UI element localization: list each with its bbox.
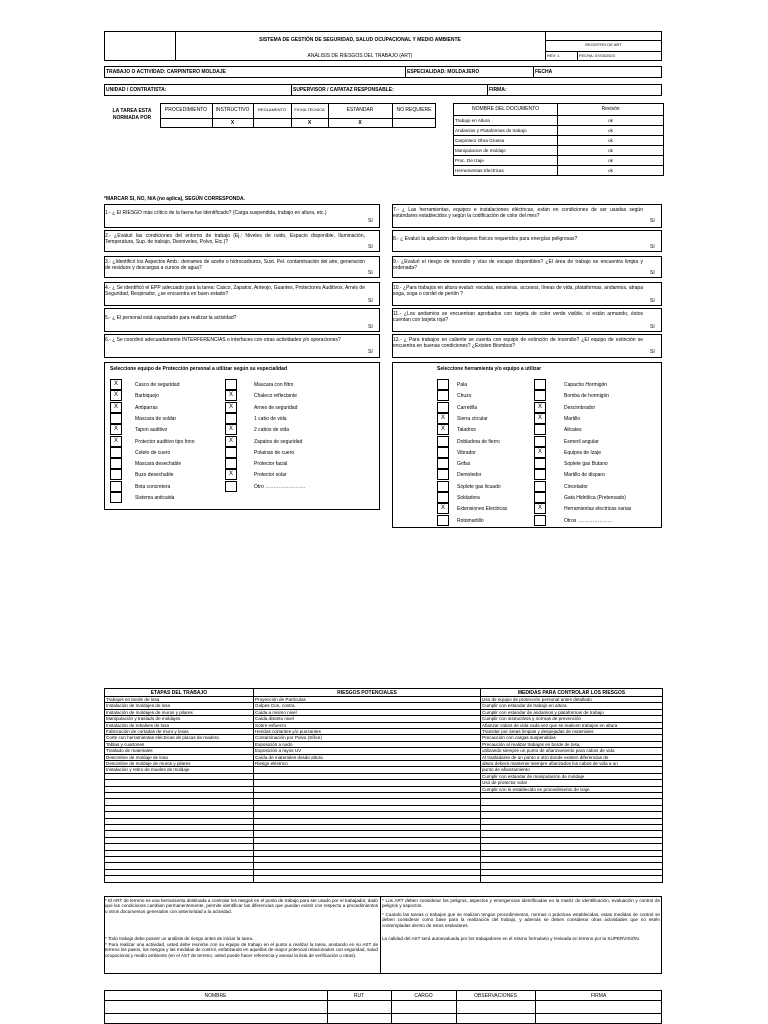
checkbox[interactable] bbox=[437, 492, 449, 503]
risk-cell-medidas: Transitar por áreas limpias y despejadas de materiales bbox=[481, 729, 663, 735]
checkbox[interactable]: X bbox=[225, 402, 237, 413]
fecha-label: FECHA: 07/03/2023 bbox=[579, 53, 615, 58]
risk-cell-riesgos: Proyección de Partículas bbox=[254, 697, 481, 703]
epp-title: Seleccione equipo de Protección personal a utilizar según su especialidad bbox=[110, 366, 287, 372]
risk-cell-medidas: Cumplir con estandar de trabajo en altura bbox=[481, 703, 663, 709]
risk-cell-medidas: Afianzar cabos de vida cada vez que se realicen trabajos en altura bbox=[481, 722, 663, 728]
checkbox-label: Taladros bbox=[457, 427, 476, 434]
checkbox-label: Gata Hidrólica (Pretensado) bbox=[564, 495, 626, 501]
risk-cell-riesgos: Golpes Con, contra bbox=[254, 703, 481, 709]
question-answer: SI bbox=[650, 244, 655, 250]
checkbox[interactable] bbox=[225, 413, 237, 424]
checkbox-label: Chaleco reflectante bbox=[254, 393, 298, 400]
checkbox[interactable] bbox=[437, 402, 449, 413]
question-text: 11.- ¿Los andamios se encuentran aprobados con tarjeta de color verde visible, si están armando, éstos cuentan con tarjeta roja? bbox=[393, 311, 643, 323]
doc-header-name: NOMBRE DEL DOCUMENTO bbox=[454, 104, 558, 116]
checkbox-label: Soplete gas Butano bbox=[564, 461, 608, 468]
checkbox-label: Dobladora de fierro bbox=[457, 438, 500, 445]
checkbox[interactable] bbox=[225, 379, 237, 390]
header-title: SISTEMA DE GESTIÓN DE SEGURIDAD, SALUD OCUPACIONAL Y MEDIO AMBIENTE bbox=[259, 37, 461, 43]
trabajo-field: TRABAJO O ACTIVIDAD: CARPINTERO MOLDAJE bbox=[106, 69, 226, 75]
checkbox[interactable]: X bbox=[437, 413, 449, 424]
header-subtitle: ANÁLISIS DE RIESGOS DEL TRABAJO (ART) bbox=[307, 53, 413, 59]
checkbox[interactable]: X bbox=[534, 413, 546, 424]
risk-cell-medidas bbox=[481, 876, 663, 882]
sig-header-observaciones: OBSERVACIONES bbox=[474, 993, 517, 999]
checkbox[interactable] bbox=[110, 481, 122, 492]
tools-title: Seleccione herramienta y/o equipo a utilizar bbox=[437, 366, 542, 372]
risk-cell-riesgos: Caída a mismo nivel bbox=[254, 709, 481, 715]
risk-cell-riesgos: Caída de materiales desde altura bbox=[254, 754, 481, 760]
checkbox-label: Antiparras bbox=[135, 404, 158, 411]
checkbox[interactable]: X bbox=[437, 424, 449, 435]
checkbox-label: Soldadora bbox=[457, 495, 480, 501]
question-text: 10.- ¿Para trabajos en altura evaluó: escalas, escaleras, accesos, líneas de vida, plataformas, andamios, atrapa soga, soga o cordel de pertiín ? bbox=[393, 285, 643, 297]
registro-label: REGISTRO DE ART bbox=[585, 42, 622, 47]
checkbox-label: Sierra circular bbox=[457, 415, 488, 422]
question-answer: SI bbox=[368, 218, 373, 224]
normada-mark-instructivo: X bbox=[230, 120, 235, 126]
risk-table bbox=[104, 688, 663, 883]
note-left: * Todo trabajo debe poseer un análisis de riesgo antes de iniciar la tarea. bbox=[105, 936, 254, 941]
question-answer: SI bbox=[368, 349, 373, 355]
checkbox-label: Barbiquejo bbox=[135, 393, 159, 400]
doc-name: Proc. De Izaje bbox=[454, 156, 558, 166]
risk-cell-riesgos bbox=[254, 876, 481, 882]
checkbox[interactable]: X bbox=[534, 402, 546, 413]
question-answer: SI bbox=[368, 270, 373, 276]
checkbox[interactable] bbox=[110, 492, 122, 503]
checkbox[interactable] bbox=[534, 436, 546, 447]
risk-cell-etapas: Instalación de rebalses de losa bbox=[105, 722, 254, 728]
checkbox-label: Bota concretera bbox=[135, 483, 171, 490]
doc-name: Manipulacion de moldaje bbox=[454, 146, 558, 156]
checkbox[interactable] bbox=[110, 469, 122, 480]
risk-cell-medidas: Cumplir con estandar de andamios y plataformas de trabajo bbox=[481, 709, 663, 715]
checkbox[interactable] bbox=[225, 447, 237, 458]
checkbox-label: Cincelador bbox=[564, 483, 588, 490]
doc-name: Carpintero Obra Gruesa bbox=[454, 136, 558, 146]
risk-cell-medidas: Precaución con cargas suspendidas bbox=[481, 735, 663, 741]
question-text: 4.- ¿ Se identificó el EPP adecuado para la tarea: Casco, Zapatos, Anteojo, Guantes, Protectores Auditivos, Arnés de Seguridad, Respirador, ¿se encuentra en buen estado? bbox=[105, 285, 365, 297]
checkbox[interactable] bbox=[534, 424, 546, 435]
risk-cell-medidas: Uso de protector solar bbox=[481, 780, 663, 786]
normada-col-norequiere: NO REQUIERE bbox=[396, 107, 432, 113]
checkbox[interactable] bbox=[534, 481, 546, 492]
rev-label: REV: 1 bbox=[547, 53, 560, 58]
risk-cell-medidas: Cumplir con instructivos y normas de prevención bbox=[481, 716, 663, 722]
risk-header-riesgos: RIESGOS POTENCIALES bbox=[254, 689, 481, 697]
normada-col-reglamento: REGLAMENTO bbox=[258, 107, 286, 112]
risk-cell-etapas: Traslado de materiales bbox=[105, 748, 254, 754]
question-text: 9.- ¿Evaluó el riesgo de incendio y vías de escape disponibles? ¿El área de trabajo se encuentra limpia y ordenada? bbox=[393, 259, 643, 271]
checkbox-label: Otro …………………… bbox=[254, 483, 306, 490]
question-answer: SI bbox=[368, 324, 373, 330]
question-text: 2.- ¿Evaluó las condiciones del entorno de trabajo (Ej.: Niveles de ruido, Espacio disponible, Iluminación, Temperatura, Sup. de trabajo, Desniveles, Polvo, Etc.)? bbox=[105, 233, 365, 245]
doc-name: Herramientas Electricas bbox=[454, 166, 558, 176]
risk-cell-riesgos: Caída distinto nivel bbox=[254, 716, 481, 722]
checkbox-label: Buzo desechable bbox=[135, 472, 174, 479]
checkbox-label: Protector solar bbox=[254, 472, 287, 479]
checkbox-label: Martillo bbox=[564, 415, 581, 422]
risk-cell-medidas: Uso de equipo de protección personal antes detallado bbox=[481, 697, 663, 703]
checkbox[interactable]: X bbox=[110, 436, 122, 447]
checkbox[interactable] bbox=[534, 390, 546, 401]
checkbox-label: Protector auditivo tipo fono bbox=[135, 438, 195, 445]
doc-name: Trabajo en Altura bbox=[454, 116, 558, 126]
checkbox-label: Zapatos de seguridad bbox=[254, 438, 303, 445]
normada-col-estandar: ESTANDAR bbox=[346, 107, 374, 113]
risk-cell-etapas: Descimbre de moldaje de losa bbox=[105, 754, 254, 760]
checkbox[interactable] bbox=[534, 515, 546, 526]
note-right: La calidad del AST será autoevaluada por los trabajadores en el mismo formulario y revisada en terreno por la SUPERVISIÓN. bbox=[382, 936, 640, 941]
checkbox-label: 1 cabo de vida bbox=[254, 415, 287, 422]
sig-header-cargo: CARGO bbox=[414, 993, 433, 999]
risk-cell-etapas bbox=[105, 876, 254, 882]
checkbox[interactable] bbox=[110, 413, 122, 424]
risk-cell-etapas: Descimbre de moldaje de muros y pilares bbox=[105, 761, 254, 767]
checkbox-label: Mascara desechable bbox=[135, 461, 182, 468]
checkbox-label: Coleto de cuero bbox=[135, 449, 171, 456]
checkbox-label: Sistema anticaida bbox=[135, 495, 175, 501]
marcar-note: *MARCAR SI, NO, N/A (no aplica), SEGÚN CORRESPONDA. bbox=[104, 196, 245, 202]
checkbox-label: Alicates bbox=[564, 427, 582, 434]
risk-cell-riesgos: Exposición a ruido bbox=[254, 741, 481, 747]
checkbox-label: Otros ………………… bbox=[564, 517, 613, 524]
checkbox-label: Rotomartillo bbox=[457, 517, 484, 524]
checkbox[interactable] bbox=[110, 458, 122, 469]
checkbox-label: Capacho Hormigón bbox=[564, 382, 608, 388]
risk-cell-etapas: Corte con herramientas eléctricas de placas de madera bbox=[105, 735, 254, 741]
normada-mark-ficha: X bbox=[307, 120, 312, 126]
question-answer: SI bbox=[650, 270, 655, 276]
checkbox[interactable]: X bbox=[225, 436, 237, 447]
risk-cell-medidas: Cumplir con estandar de manipulación de moldaje bbox=[481, 773, 663, 779]
checkbox-label: Protector facial bbox=[254, 461, 288, 468]
question-text: 6.- ¿ Se coordinó adecuadamente INTERFERENCIAS o interfaces con otras actividades y/o operaciones? bbox=[105, 337, 341, 343]
checkbox-label: Casco de seguridad bbox=[135, 382, 180, 388]
question-text: 1.- ¿ El RIESGO más crítico de la faena fue identificado? (Carga suspendida, trabajo en altura, etc.) bbox=[105, 210, 327, 216]
risk-cell-medidas: utilizando siempre un punto de afianzamiento para cabos de vida bbox=[481, 748, 663, 754]
checkbox-label: Pala bbox=[457, 382, 468, 388]
question-text: 8.- ¿ Evaluó la aplicación de bloqueos físicos requeridos para energías peligrosas? bbox=[393, 236, 578, 242]
note-left: * Para realizar una actividad, usted debe reunirse con su equipo de trabajo en el punto a realizar la tarea, anotando en su AST de terreno los pasos, los riesgos y las medidas de control, enfatizando en aquellos de mayor potencial relacionados con seguridad, salud ocupacional y medio ambiente (en el AST de terreno, usted puede hacer referencia y anexar la lista de verificación u otras). bbox=[105, 942, 378, 958]
doc-rev: ok bbox=[558, 126, 664, 136]
checkbox[interactable]: X bbox=[225, 469, 237, 480]
note-right: * Los ART deben considerar los peligros, aspectos y emergencias identificadas en la matriz de identificación, evaluación y control de peligros y aspectos. bbox=[382, 898, 660, 909]
checkbox[interactable] bbox=[437, 458, 449, 469]
checkbox-label: Equipos de Izaje bbox=[564, 449, 601, 456]
question-answer: SI bbox=[650, 324, 655, 330]
checkbox-label: Carretilla bbox=[457, 404, 478, 411]
normada-label: LA TAREA ESTA NORMADA POR bbox=[112, 108, 152, 121]
risk-cell-riesgos: Riesgo eléctrico bbox=[254, 761, 481, 767]
question-answer: SI bbox=[368, 298, 373, 304]
normada-mark-estandar: X bbox=[358, 120, 362, 126]
risk-cell-riesgos: Sobre esfuerzo bbox=[254, 722, 481, 728]
question-answer: SI bbox=[650, 298, 655, 304]
sig-header-firma: FIRMA bbox=[590, 993, 607, 999]
checkbox[interactable]: X bbox=[437, 503, 449, 514]
question-text: 12.- ¿ Para trabajos en caliente se cuenta con equipo de extinción de incendio? ¿El equipo de extinción se encuentra en buenas condiciones? ¿Existen Biombos? bbox=[393, 337, 643, 349]
normada-col-instructivo: INSTRUCTIVO bbox=[215, 107, 250, 113]
checkbox-label: Mascara con filtro bbox=[254, 382, 294, 388]
checkbox[interactable] bbox=[225, 458, 237, 469]
checkbox[interactable]: X bbox=[110, 424, 122, 435]
note-left: * El ART de terreno es una herramienta destinada a controlar los riesgos en el punto de trabajo para ser usado por el trabajador, dado que las condiciones cambian permanentemente, permite identificar las diferencias que puedan existir con respecto a procedimientos u otros documentos generados con anterioridad a la actividad. bbox=[105, 898, 378, 914]
risk-cell-medidas: punto de afianzamiento bbox=[481, 767, 663, 773]
checkbox-label: Soplete gas licuado bbox=[457, 483, 501, 490]
checkbox-label: Arnes de seguridad bbox=[254, 404, 298, 411]
checkbox-label: Mascara de soldar bbox=[135, 415, 177, 422]
sig-header-rut: RUT bbox=[353, 993, 365, 999]
doc-name: Andamios y Plataformas de trabajo bbox=[454, 126, 558, 136]
supervisor-field: SUPERVISOR / CAPATAZ RESPONSABLE: bbox=[293, 87, 394, 93]
risk-cell-medidas: Cumplir con lo establecido en procedimiento de izaje bbox=[481, 786, 663, 792]
risk-cell-riesgos: Contaminación por Polvo (Sílice) bbox=[254, 735, 481, 741]
checkbox[interactable] bbox=[437, 481, 449, 492]
checkbox-label: Herramientas electricas varias bbox=[564, 506, 632, 513]
question-answer: SI bbox=[650, 349, 655, 355]
checkbox-label: Extensiones Electricas bbox=[457, 506, 508, 513]
especialidad-field: ESPECIALIDAD: MOLDAJERO bbox=[407, 69, 480, 75]
note-right: * Cuando las tareas o trabajos que se realizan tengan procedimientos, normas o prácticas establecidas, estas medidas de control se deben considerar como base para la realización del trabajo, y además se deben considerar otras actividades que no estén contempladas dentro de estos estándares. bbox=[382, 912, 660, 928]
checkbox[interactable]: X bbox=[225, 390, 237, 401]
risk-cell-medidas: Precaución al realizar trabajos en borde de losa, bbox=[481, 741, 663, 747]
checkbox-label: Vibrador bbox=[457, 449, 476, 456]
checkbox[interactable]: X bbox=[534, 447, 546, 458]
checkbox[interactable] bbox=[534, 379, 546, 390]
checkbox[interactable] bbox=[225, 481, 237, 492]
checkbox[interactable] bbox=[110, 447, 122, 458]
doc-header-rev: Revisón bbox=[558, 104, 664, 116]
checkbox[interactable] bbox=[534, 469, 546, 480]
doc-rev: ok bbox=[558, 116, 664, 126]
checkbox[interactable] bbox=[437, 469, 449, 480]
question-answer: SI bbox=[368, 244, 373, 250]
risk-cell-etapas: Tablas y cuartones bbox=[105, 741, 254, 747]
risk-cell-etapas: Instalación de moldajes de losa bbox=[105, 703, 254, 709]
tools-section bbox=[392, 362, 662, 528]
risk-header-etapas: ETAPAS DEL TRABAJO bbox=[105, 689, 254, 697]
risk-cell-riesgos: Heridas cortantes y/o punzantes bbox=[254, 729, 481, 735]
checkbox[interactable] bbox=[437, 447, 449, 458]
question-text: 7.- ¿ Las herramientas, equipos e instalaciones eléctricas, están en condiciones de ser usadas según estándares establecidos y según la codificación de color del mes? bbox=[393, 207, 643, 219]
sig-header-nombre: NOMBRE bbox=[204, 993, 227, 999]
checkbox[interactable]: X bbox=[110, 390, 122, 401]
checkbox-label: Bomba de hormigón bbox=[564, 393, 610, 400]
checkbox[interactable]: X bbox=[225, 424, 237, 435]
normada-col-procedimiento: PROCEDIMIENTO bbox=[164, 107, 208, 113]
checkbox[interactable] bbox=[437, 390, 449, 401]
doc-rev: ok bbox=[558, 146, 664, 156]
question-text: 3.- ¿Identificó los Aspectos Amb.: derrames de aceite o hidrocarburos, Sust. Pel. contaminación del aire, generación de residuos y descargas a cursos de agua? bbox=[105, 259, 365, 271]
checkbox-label: Martillo de disparo bbox=[564, 472, 605, 479]
firma-field: FIRMA: bbox=[489, 87, 507, 93]
fecha-field: FECHA bbox=[535, 69, 553, 75]
doc-rev: ok bbox=[558, 136, 664, 146]
checkbox-label: Tapon auditivo bbox=[135, 427, 168, 434]
checkbox-label: Polainas de cuero bbox=[254, 449, 295, 456]
risk-cell-etapas: Instalación y retiro de mueles de moldaje bbox=[105, 767, 254, 773]
checkbox-label: Demoledor bbox=[457, 472, 482, 479]
doc-rev: ok bbox=[558, 156, 664, 166]
checkbox[interactable] bbox=[437, 379, 449, 390]
checkbox-label: 2 cabos de vida bbox=[254, 427, 290, 434]
risk-cell-medidas: altura deberá mantener siempre afianzados los cabos de vida a un bbox=[481, 761, 663, 767]
checkbox[interactable] bbox=[534, 492, 546, 503]
checkbox-label: Grifas bbox=[457, 461, 471, 468]
checkbox-label: Chuzo bbox=[457, 393, 472, 400]
normada-col-ficha: FICHA TECNICA bbox=[294, 107, 325, 112]
doc-rev: ok bbox=[558, 166, 664, 176]
checkbox[interactable] bbox=[437, 436, 449, 447]
question-text: 5.- ¿ El personal está capacitado para realizar la actividad? bbox=[105, 315, 237, 321]
checkbox-label: Esmeril angular bbox=[564, 438, 599, 445]
checkbox[interactable]: X bbox=[110, 402, 122, 413]
risk-cell-etapas: Instalación de moldajes de muros y pilares bbox=[105, 709, 254, 715]
checkbox[interactable]: X bbox=[110, 379, 122, 390]
question-answer: SI bbox=[650, 218, 655, 224]
checkbox[interactable]: X bbox=[534, 503, 546, 514]
risk-cell-etapas: Manipulación y traslado de moldajes bbox=[105, 716, 254, 722]
unidad-field: UNIDAD / CONTRATISTA: bbox=[106, 87, 167, 93]
documents-table bbox=[453, 103, 664, 176]
risk-cell-riesgos: Exposición a rayos UV bbox=[254, 748, 481, 754]
risk-cell-etapas: Fabricación de cortadas de muro y losas bbox=[105, 729, 254, 735]
checkbox[interactable] bbox=[534, 458, 546, 469]
checkbox-label: Descimbrador bbox=[564, 404, 596, 411]
checkbox[interactable] bbox=[437, 515, 449, 526]
risk-header-medidas: MEDIDAS PARA CONTROLAR LOS RIESGOS bbox=[481, 689, 663, 697]
risk-cell-medidas: Al trasladarse de un punto a otro donde existen diferencias de bbox=[481, 754, 663, 760]
risk-cell-etapas: Trabajos en borde de losa bbox=[105, 697, 254, 703]
